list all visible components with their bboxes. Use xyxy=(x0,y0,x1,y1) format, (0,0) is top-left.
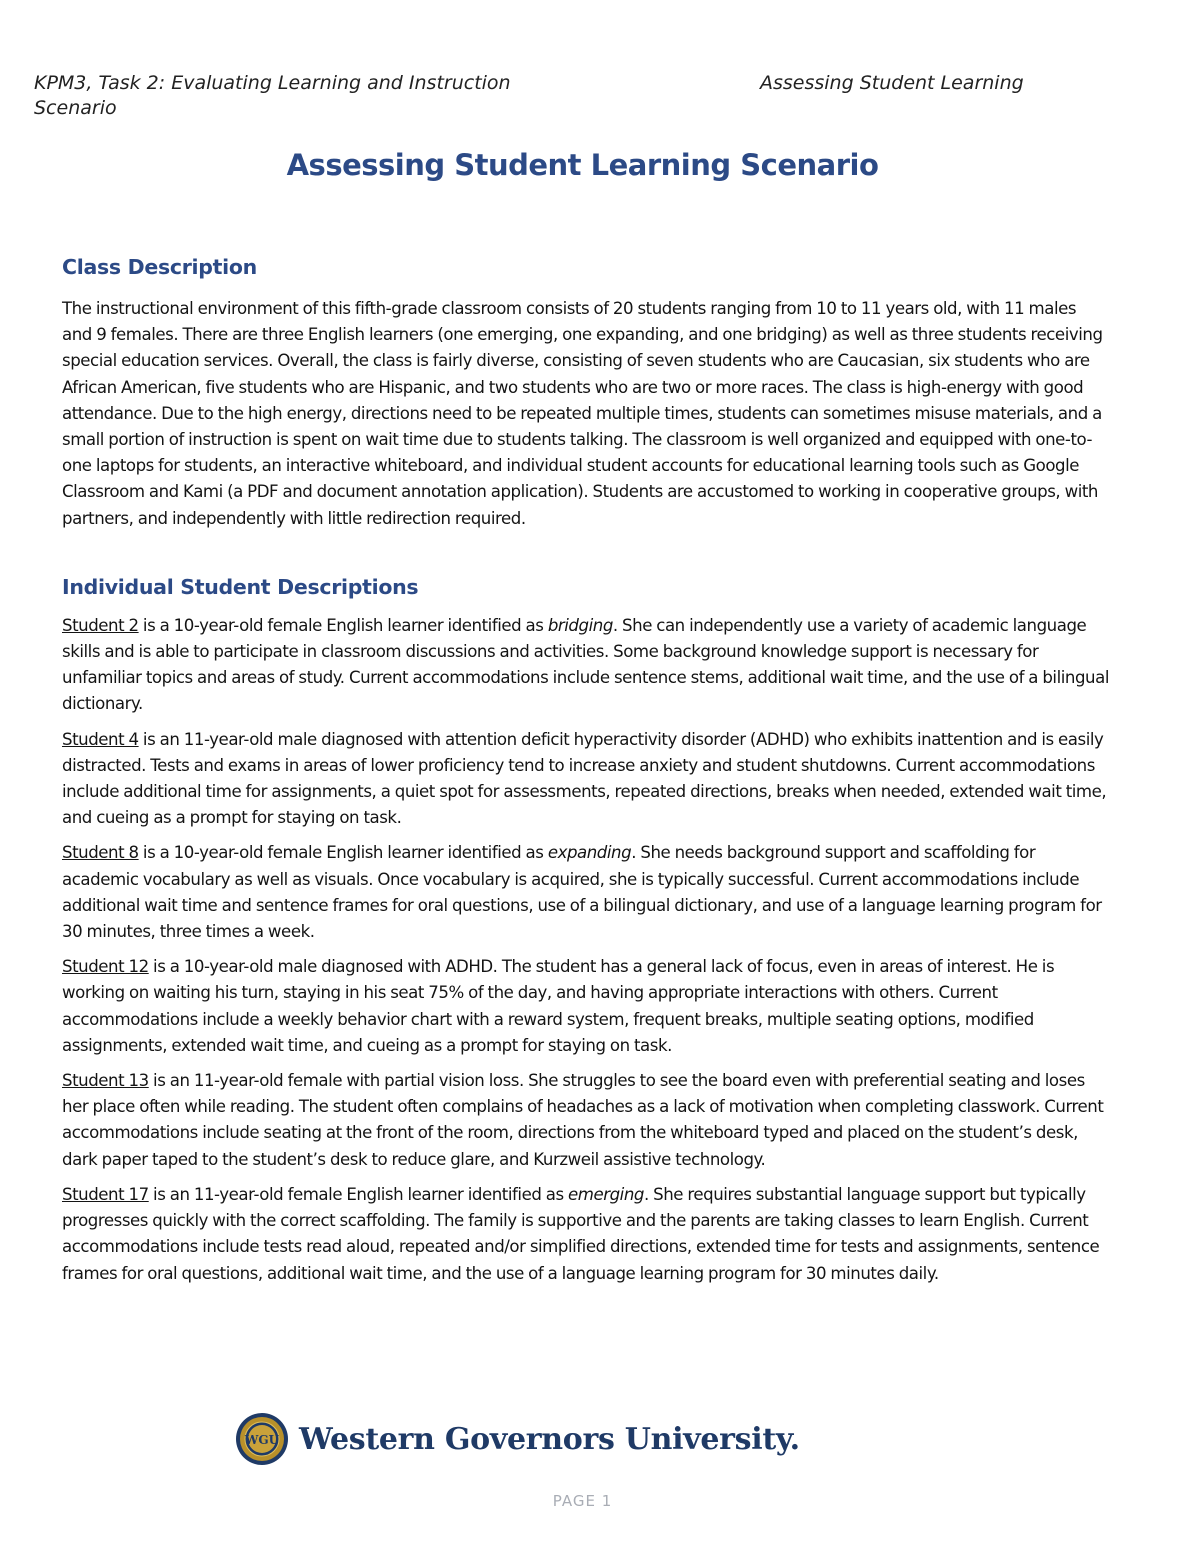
page-title: Assessing Student Learning Scenario xyxy=(286,148,879,182)
student-text: is a 10-year-old female English learner identified as xyxy=(138,843,548,863)
page-number: PAGE 1 xyxy=(552,1492,613,1510)
student-text: is an 11-year-old female English learner identified as xyxy=(148,1184,568,1204)
student-name-link[interactable]: Student 8 xyxy=(62,843,139,863)
student-name-link[interactable]: Student 2 xyxy=(62,615,139,635)
university-wordmark: Western Governors University. xyxy=(299,1421,800,1457)
student-proficiency: expanding xyxy=(547,843,632,863)
student-paragraph xyxy=(62,1182,1110,1287)
student-paragraph xyxy=(62,1068,1110,1173)
student-text: is an 11-year-old female with partial vision loss. She struggles to see the board even with preferential seating and loses her place often while reading. The student often complains of headaches as a lack of motivation when completing classwork. Current accommodations include seating at the front of the room, directions from the whiteboard typed and placed on the student’s desk, dark paper taped to the student’s desk to reduce glare, and Kurzweil assistive technology. xyxy=(62,1071,1104,1169)
student-text: is a 10-year-old female English learner identified as xyxy=(138,615,548,635)
student-name-link[interactable]: Student 12 xyxy=(62,957,149,977)
student-text-continued: . She needs background support and scaffolding for academic vocabulary as well as visuals. Once vocabulary is acquired, she is typically successful. Current accommodations include additional wait time and sentence frames for oral questions, use of a bilingual dictionary, and use of a language learning program for 30 minutes, three times a week. xyxy=(62,843,1102,942)
student-paragraph xyxy=(62,840,1110,945)
university-seal-icon xyxy=(235,1412,289,1466)
header-document-title: KPM3, Task 2: Evaluating Learning and Instruction Scenario xyxy=(34,72,511,119)
student-text-continued: . She can independently use a variety of academic language skills and is able to participate in classroom discussions and activities. Some background knowledge support is necessary for unfamiliar topics and areas of study. Current accommodations include sentence stems, additional wait time, and the use of a bilingual dictionary. xyxy=(62,615,1109,714)
individual-descriptions-heading: Individual Student Descriptions xyxy=(62,574,419,599)
student-text: is an 11-year-old male diagnosed with attention deficit hyperactivity disorder (ADHD) who exhibits inattention and is easily distracted. Tests and exams in areas of lower proficiency tend to increase anxiety and student shutdowns. Current accommodations include additional time for assignments, a quiet spot for assessments, repeated directions, breaks when needed, extended wait time, and cueing as a prompt for staying on task. xyxy=(62,729,1107,828)
student-text-continued: . She requires substantial language support but typically progresses quickly with the correct scaffolding. The family is supportive and the parents are taking classes to learn English. Current accommodations include tests read aloud, repeated and/or simplified directions, extended time for tests and assignments, sentence frames for oral questions, additional wait time, and the use of a language learning program for 30 minutes daily. xyxy=(62,1184,1100,1283)
student-name-link[interactable]: Student 4 xyxy=(62,729,139,749)
student-name-link[interactable]: Student 13 xyxy=(62,1071,149,1091)
student-proficiency: bridging xyxy=(547,615,613,635)
student-proficiency: emerging xyxy=(567,1184,644,1204)
document-body xyxy=(62,252,1110,1296)
student-name-link[interactable]: Student 17 xyxy=(62,1184,149,1204)
student-text: is a 10-year-old male diagnosed with ADHD. The student has a general lack of focus, even in areas of interest. He is working on waiting his turn, staying in his seat 75% of the day, and having appropriate interactions with others. Current accommodations include a weekly behavior chart with a reward system, frequent breaks, multiple seating options, modified assignments, extended wait time, and cueing as a prompt for staying on task. xyxy=(62,957,1055,1055)
class-description-paragraph: The instructional environment of this fifth-grade classroom consists of 20 students ranging from 10 to 11 years old, with 11 males and 9 females. There are three English learners (one emerging, one expanding, and one bridging) as well as three students receiving special education services. Overall, the class is fairly diverse, consisting of seven students who are Caucasian, six students who are African American, five students who are Hispanic, and two students who are two or more races. The class is high-energy with good attendance. Due to the high energy, directions need to be repeated multiple times, students can sometimes misuse materials, and a small portion of instruction is spent on wait time due to students talking. The classroom is well organized and equipped with one-to-one laptops for students, an interactive whiteboard, and individual student accounts for educational learning tools such as Google Classroom and Kami (a PDF and document annotation application). Students are accustomed to working in cooperative groups, with partners, and independently with little redirection required. xyxy=(62,299,1103,528)
student-paragraph xyxy=(62,613,1110,718)
header-section-title: Assessing Student Learning xyxy=(760,72,1024,94)
class-description-heading: Class Description xyxy=(62,255,257,279)
seal-lettering: WGU xyxy=(244,1433,280,1447)
university-logo xyxy=(235,1413,800,1465)
student-paragraph xyxy=(62,954,1110,1059)
student-paragraph xyxy=(62,727,1110,832)
